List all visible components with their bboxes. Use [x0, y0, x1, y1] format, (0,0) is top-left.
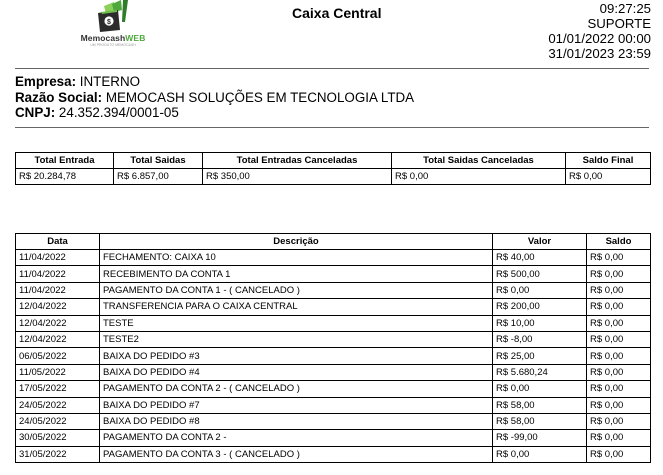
movement-date: 11/04/2022 — [16, 266, 100, 282]
movement-value: R$ -99,00 — [493, 430, 587, 446]
movement-description: PAGAMENTO DA CONTA 1 - ( CANCELADO ) — [100, 282, 493, 298]
movement-value: R$ 0,00 — [493, 381, 587, 397]
table-row — [16, 397, 651, 413]
movement-balance: R$ 0,00 — [587, 331, 651, 347]
summary-total-entrada: R$ 20.284,78 — [16, 169, 114, 185]
company-cnpj: CNPJ: 24.352.394/0001-05 — [15, 105, 179, 120]
table-row — [16, 430, 651, 446]
summary-header-entradas-canceladas: Total Entradas Canceladas — [203, 153, 392, 169]
summary-header-row — [16, 153, 651, 169]
movement-value: R$ 10,00 — [493, 315, 587, 331]
movement-value: R$ 200,00 — [493, 299, 587, 315]
movement-date: 12/04/2022 — [16, 331, 100, 347]
table-row — [16, 381, 651, 397]
report-title: Caixa Central — [292, 5, 382, 21]
movements-header-data: Data — [16, 234, 100, 250]
movement-description: RECEBIMENTO DA CONTA 1 — [100, 266, 493, 282]
movement-value: R$ 25,00 — [493, 348, 587, 364]
summary-header-total-saidas: Total Saidas — [114, 153, 203, 169]
table-row — [16, 250, 651, 266]
movement-balance: R$ 0,00 — [587, 364, 651, 380]
company-info — [15, 74, 414, 121]
movement-value: R$ 58,00 — [493, 413, 587, 429]
movement-value: R$ 0,00 — [493, 282, 587, 298]
movements-table — [15, 233, 651, 463]
movement-description: BAIXA DO PEDIDO #7 — [100, 397, 493, 413]
movements-body — [16, 250, 651, 463]
summary-saldo-final: R$ 0,00 — [566, 169, 651, 185]
summary-values-row — [16, 169, 651, 185]
table-row — [16, 266, 651, 282]
header-divider — [15, 68, 649, 69]
company-divider — [15, 127, 649, 128]
movement-description: BAIXA DO PEDIDO #8 — [100, 413, 493, 429]
summary-table — [15, 152, 651, 185]
movement-date: 11/05/2022 — [16, 364, 100, 380]
movement-value: R$ 5.680,24 — [493, 364, 587, 380]
movement-date: 11/04/2022 — [16, 282, 100, 298]
movement-balance: R$ 0,00 — [587, 315, 651, 331]
movement-description: BAIXA DO PEDIDO #4 — [100, 364, 493, 380]
movements-header-saldo: Saldo — [587, 234, 651, 250]
movement-balance: R$ 0,00 — [587, 299, 651, 315]
movement-balance: R$ 0,00 — [587, 348, 651, 364]
report-user: SUPORTE — [587, 16, 651, 31]
table-row — [16, 446, 651, 462]
movement-description: TESTE2 — [100, 331, 493, 347]
logo-tagline: UM PRODUTO MEMOCASH — [90, 43, 136, 47]
movement-value: R$ 58,00 — [493, 397, 587, 413]
logo-wordmark: MemocashWEB — [80, 33, 146, 43]
movement-description: FECHAMENTO: CAIXA 10 — [100, 250, 493, 266]
movement-balance: R$ 0,00 — [587, 413, 651, 429]
movement-date: 17/05/2022 — [16, 381, 100, 397]
summary-entradas-canceladas: R$ 350,00 — [203, 169, 392, 185]
movement-date: 31/05/2022 — [16, 446, 100, 462]
movements-header-row — [16, 234, 651, 250]
table-row — [16, 299, 651, 315]
summary-header-total-entrada: Total Entrada — [16, 153, 114, 169]
memocash-logo — [68, 0, 158, 48]
movement-description: PAGAMENTO DA CONTA 2 - — [100, 430, 493, 446]
movement-balance: R$ 0,00 — [587, 430, 651, 446]
movement-value: R$ 0,00 — [493, 446, 587, 462]
movement-date: 11/04/2022 — [16, 250, 100, 266]
wallet-logo-icon — [68, 0, 158, 34]
movement-description: BAIXA DO PEDIDO #3 — [100, 348, 493, 364]
movement-description: PAGAMENTO DA CONTA 2 - ( CANCELADO ) — [100, 381, 493, 397]
table-row — [16, 315, 651, 331]
period-end: 31/01/2023 23:59 — [548, 46, 651, 61]
movement-value: R$ 500,00 — [493, 266, 587, 282]
movement-value: R$ 40,00 — [493, 250, 587, 266]
period-start: 01/01/2022 00:00 — [548, 31, 651, 46]
movement-description: PAGAMENTO DA CONTA 3 - ( CANCELADO ) — [100, 446, 493, 462]
table-row — [16, 331, 651, 347]
movement-date: 06/05/2022 — [16, 348, 100, 364]
table-row — [16, 413, 651, 429]
company-empresa: Empresa: INTERNO — [15, 74, 141, 89]
movement-value: R$ -8,00 — [493, 331, 587, 347]
movement-description: TRANSFERENCIA PARA O CAIXA CENTRAL — [100, 299, 493, 315]
movements-header-descricao: Descrição — [100, 234, 493, 250]
table-row — [16, 364, 651, 380]
svg-text:$: $ — [107, 19, 111, 26]
movement-balance: R$ 0,00 — [587, 446, 651, 462]
movement-description: TESTE — [100, 315, 493, 331]
movement-balance: R$ 0,00 — [587, 266, 651, 282]
movement-balance: R$ 0,00 — [587, 397, 651, 413]
movement-balance: R$ 0,00 — [587, 381, 651, 397]
movement-date: 30/05/2022 — [16, 430, 100, 446]
summary-header-saidas-canceladas: Total Saidas Canceladas — [392, 153, 566, 169]
summary-saidas-canceladas: R$ 0,00 — [392, 169, 566, 185]
company-razao-social: Razão Social: MEMOCASH SOLUÇÕES EM TECNOLOGIA LTDA — [15, 89, 415, 105]
movement-date: 12/04/2022 — [16, 299, 100, 315]
summary-total-saidas: R$ 6.857,00 — [114, 169, 203, 185]
table-row — [16, 348, 651, 364]
summary-header-saldo-final: Saldo Final — [566, 153, 651, 169]
movements-header-valor: Valor — [493, 234, 587, 250]
movement-date: 12/04/2022 — [16, 315, 100, 331]
movement-balance: R$ 0,00 — [587, 282, 651, 298]
table-row — [16, 282, 651, 298]
report-time: 09:27:25 — [599, 1, 651, 16]
movement-date: 24/05/2022 — [16, 397, 100, 413]
movement-balance: R$ 0,00 — [587, 250, 651, 266]
report-meta — [548, 1, 651, 61]
movement-date: 24/05/2022 — [16, 413, 100, 429]
